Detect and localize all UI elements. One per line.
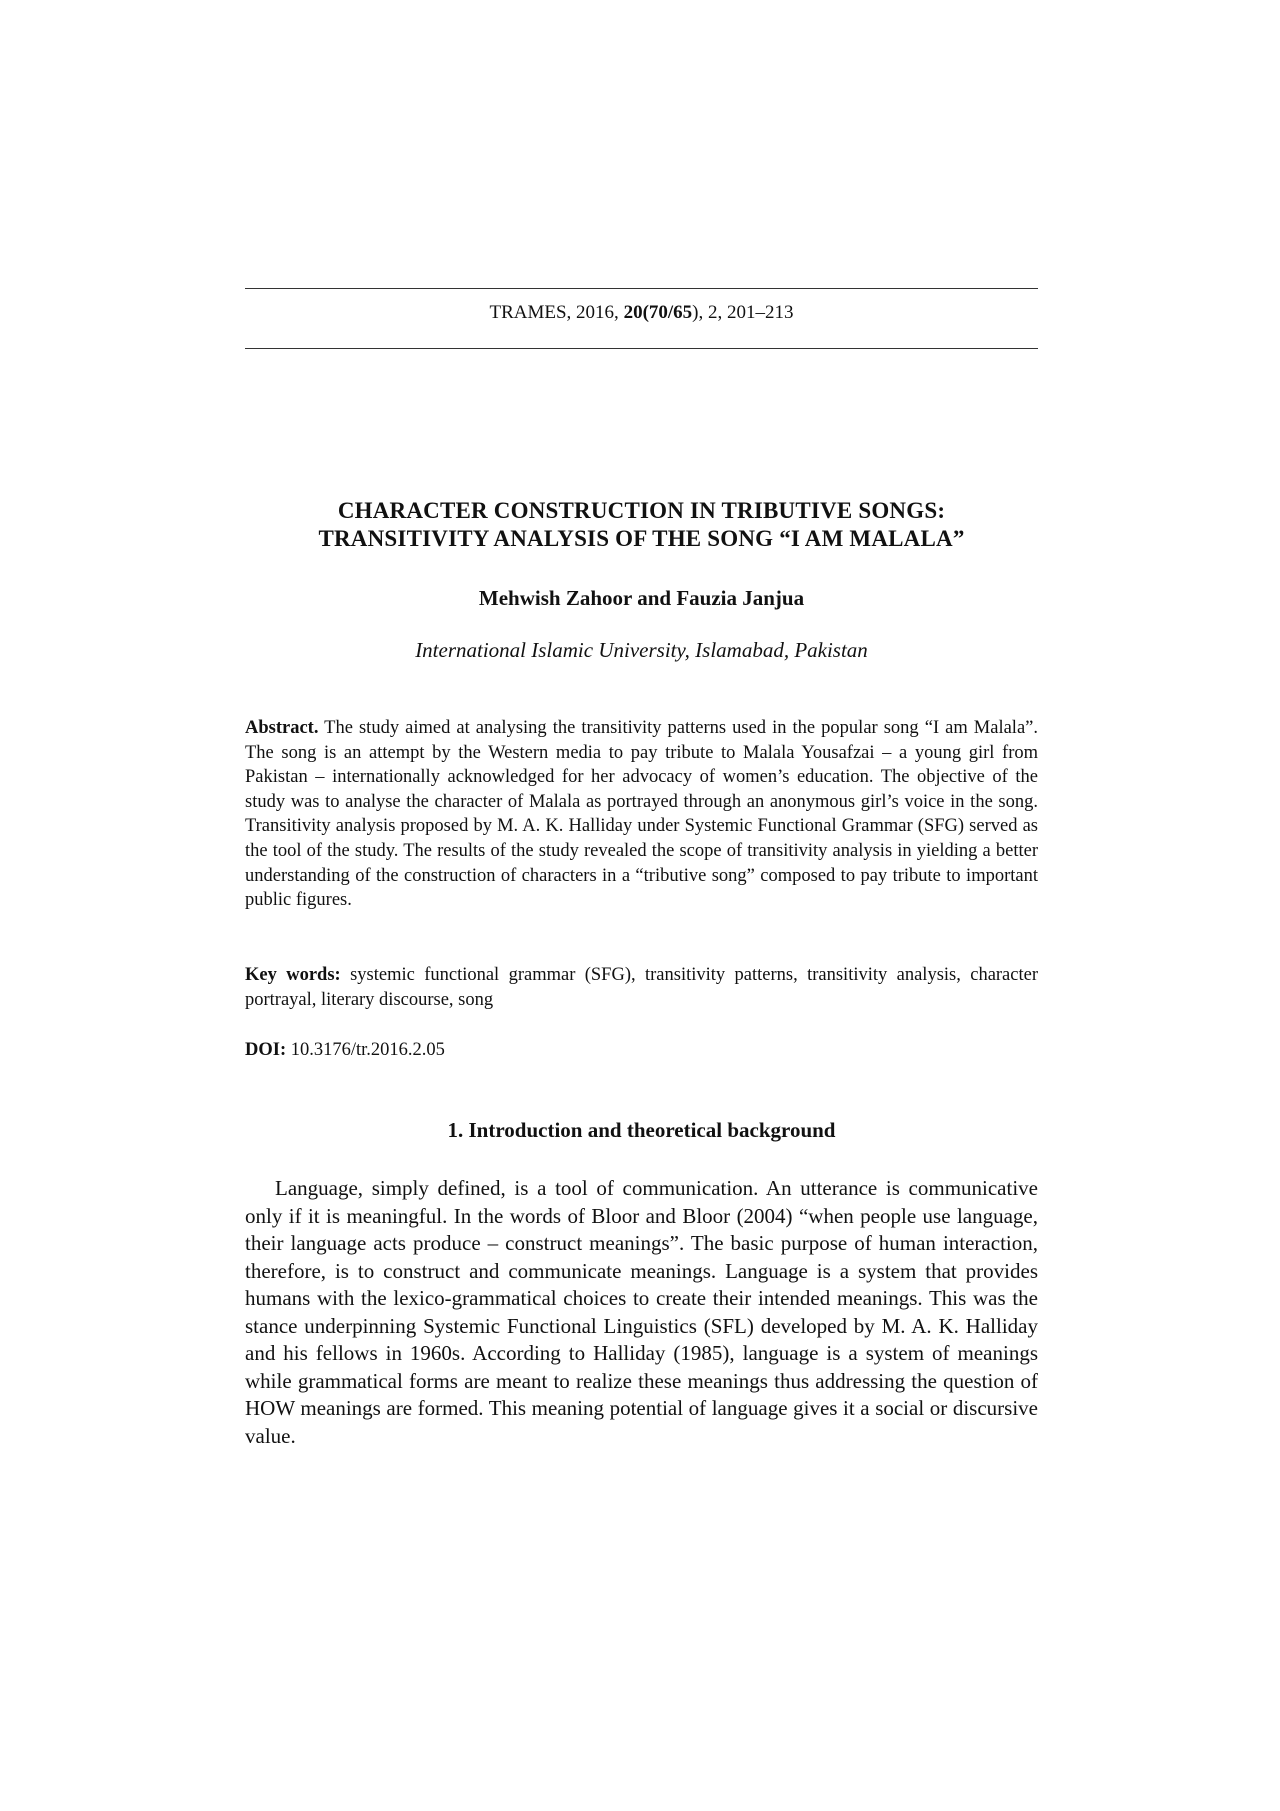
issue-open-paren: ( [642, 302, 649, 323]
title-line-1: CHARACTER CONSTRUCTION IN TRIBUTIVE SONGS: [337, 498, 946, 523]
abstract-text: The study aimed at analysing the transitivity patterns used in the popular song “I am Malala”. The song is an attempt by the Western media to pay tribute to Malala Yousafzai – a young girl from Pakistan – internationally acknowledged for her advocacy of women’s education. The objective of the study was to analyse the character of Malala as portrayed through an anonymous girl’s voice in the song. Transitivity analysis proposed by M. A. K. Halliday under Systemic Functional Grammar (SFG) served as the tool of the study. The results of the study revealed the scope of transitivity analysis in yielding a better understanding of the construction of characters in a “tributive song” composed to pay tribute to important public figures. [245, 718, 1038, 911]
intro-paragraph: Language, simply defined, is a tool of communication. An utterance is communicative only if it is meaningful. In the words of Bloor and Bloor (2004) “when people use language, their language acts produce – construct meanings”. The basic purpose of human interaction, therefore, is to construct and communicate meanings. Language is a system that provides humans with the lexico-grammatical choices to create their intended meanings. This was the stance underpinning Systemic Functional Linguistics (SFL) developed by M. A. K. Halliday and his fellows in 1960s. According to Halliday (1985), language is a system of meanings while grammatical forms are meant to realize these meanings thus addressing the question of HOW meanings are formed. This meaning potential of language gives it a social or discursive value. [245, 1176, 1038, 1448]
journal-citation [245, 302, 1038, 324]
journal-pages: , 2, 201–213 [698, 302, 794, 323]
journal-name: TRAMES, 2016, [489, 302, 624, 323]
article-title [245, 497, 1038, 553]
keywords-label: Key words: [245, 965, 341, 985]
header-bottom-rule [245, 348, 1038, 349]
keywords [245, 963, 1038, 1012]
authors: Mehwish Zahoor and Fauzia Janjua [478, 586, 805, 610]
doi-value: 10.3176/tr.2016.2.05 [286, 1040, 445, 1060]
keywords-text: systemic functional grammar (SFG), transitivity patterns, transitivity analysis, character portrayal, literary discourse, song [245, 965, 1038, 1010]
journal-volume: 20 [623, 302, 643, 323]
abstract-label: Abstract. [245, 718, 319, 738]
abstract [245, 716, 1038, 913]
issue-close-paren: ) [692, 302, 699, 323]
affiliation: International Islamic University, Islamabad, Pakistan [415, 638, 868, 662]
journal-issue: 70/65 [648, 302, 693, 323]
header-top-rule [245, 288, 1038, 289]
section-heading: 1. Introduction and theoretical background [447, 1118, 836, 1142]
title-line-2: TRANSITIVITY ANALYSIS OF THE SONG “I AM MALALA” [318, 526, 965, 551]
doi-label: DOI: [245, 1040, 287, 1060]
doi [245, 1040, 1038, 1061]
